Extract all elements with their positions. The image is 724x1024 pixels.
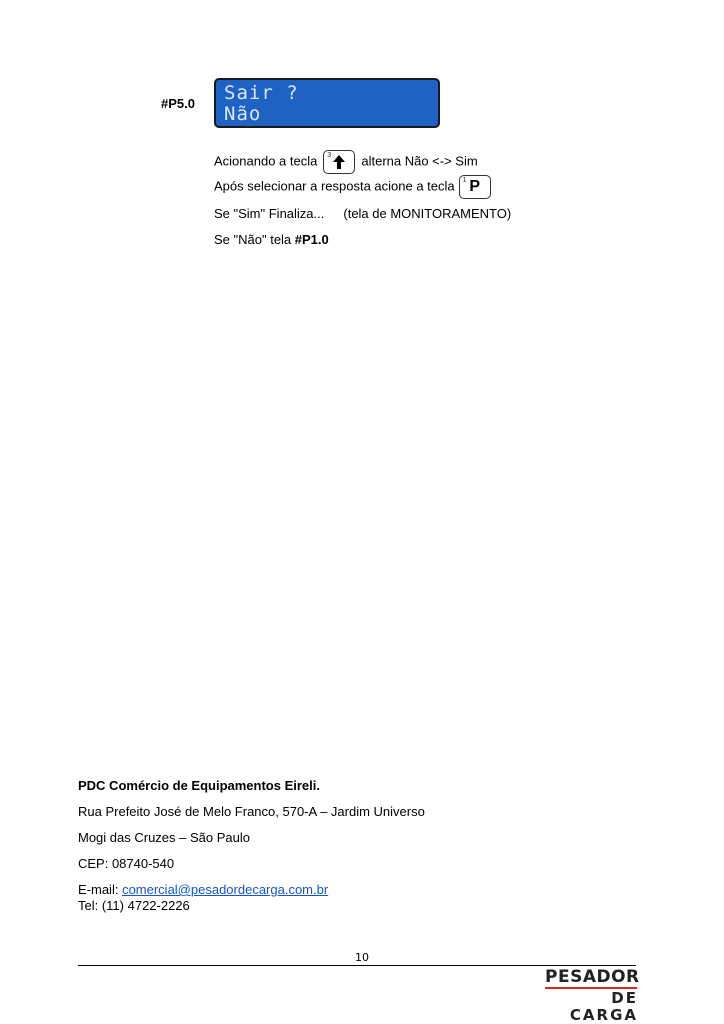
- company-address: Rua Prefeito José de Melo Franco, 570-A – Jardim Universo: [78, 804, 425, 819]
- lcd-line-2: Não: [224, 103, 262, 125]
- instruction-yes-text: Se "Sim" Finaliza...: [214, 206, 325, 221]
- instruction-no-text: Se "Não" tela: [214, 232, 295, 247]
- key-p-button-illustration: [459, 175, 491, 199]
- instruction-line-no: [214, 232, 329, 247]
- key-up-button-illustration: [323, 150, 355, 174]
- instruction-line-yes: [214, 206, 511, 221]
- instruction-text: Acionando a tecla: [214, 153, 318, 169]
- key-number: 1: [462, 177, 467, 184]
- lcd-line-1: Sair ?: [224, 82, 299, 104]
- footer-divider: [78, 965, 636, 966]
- logo-line-1: PESADOR: [545, 967, 640, 987]
- page-number: 10: [355, 951, 369, 964]
- screen-code-label: #P5.0: [161, 96, 195, 111]
- company-email-line: [78, 882, 328, 897]
- email-label: E-mail:: [78, 882, 123, 897]
- instruction-yes-result: (tela de MONITORAMENTO): [343, 206, 512, 221]
- email-link[interactable]: comercial@pesadordecarga.com.br: [122, 882, 329, 897]
- key-p-label: P: [469, 178, 480, 195]
- instruction-text-after: alterna Não <-> Sim: [361, 153, 478, 169]
- arrow-up-icon: [333, 155, 345, 169]
- instruction-line-confirm: [214, 175, 497, 199]
- lcd-display: [214, 78, 440, 128]
- company-phone: Tel: (11) 4722-2226: [78, 898, 190, 913]
- company-cep: CEP: 08740-540: [78, 856, 175, 871]
- logo-accent-bar: [545, 987, 637, 989]
- company-name: PDC Comércio de Equipamentos Eireli.: [78, 778, 320, 793]
- logo-line-2: DE CARGA: [569, 989, 638, 1024]
- instruction-line-toggle: [214, 150, 478, 174]
- company-city: Mogi das Cruzes – São Paulo: [78, 830, 250, 845]
- instruction-text: Após selecionar a resposta acione a tecla: [214, 178, 455, 194]
- pesador-de-carga-logo: [545, 969, 638, 1024]
- key-number: 3: [327, 152, 332, 159]
- instruction-no-target: #P1.0: [294, 232, 329, 247]
